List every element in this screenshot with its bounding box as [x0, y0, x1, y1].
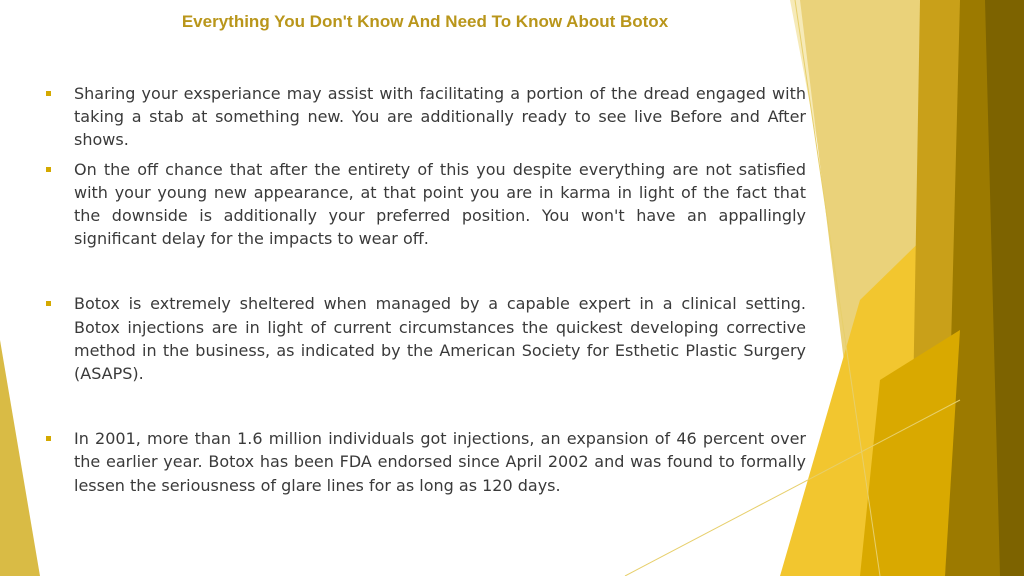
bullet-list — [42, 82, 806, 497]
bullet-text: Botox is extremely sheltered when managed by a capable expert in a clinical setting. Botox injections are in light of current circumstances the quickest developing corrective method in the business, as indicated by the American Society for Esthetic Plastic Surgery (ASAPS). — [74, 294, 806, 384]
bullet-marker-icon — [46, 91, 51, 96]
bullet-item — [42, 292, 806, 385]
bullet-text: On the off chance that after the entirety of this you despite everything are not satisfied with your young new appearance, at that point you are in karma in light of the fact that the downside is additionally your preferred position. You won't have an appallingly significant delay for the impacts to wear off. — [74, 159, 806, 249]
bullet-item — [42, 82, 806, 152]
bullet-marker-icon — [46, 167, 51, 172]
bullet-marker-icon — [46, 301, 51, 306]
bullet-marker-icon — [46, 436, 51, 441]
slide-title: Everything You Don't Know And Need To Know About Botox — [181, 12, 669, 31]
bullet-text: In 2001, more than 1.6 million individuals got injections, an expansion of 46 percent over the earlier year. Botox has been FDA endorsed since April 2002 and was found to formally lessen the seriousness of glare lines for as long as 120 days. — [74, 429, 806, 495]
bullet-item — [42, 427, 806, 497]
bullet-item — [42, 158, 806, 251]
bullet-text: Sharing your exsperiance may assist with facilitating a portion of the dread engaged with taking a stab at something new. You are additionally ready to see live Before and After shows. — [74, 84, 806, 150]
left-edge-shape — [0, 340, 40, 576]
